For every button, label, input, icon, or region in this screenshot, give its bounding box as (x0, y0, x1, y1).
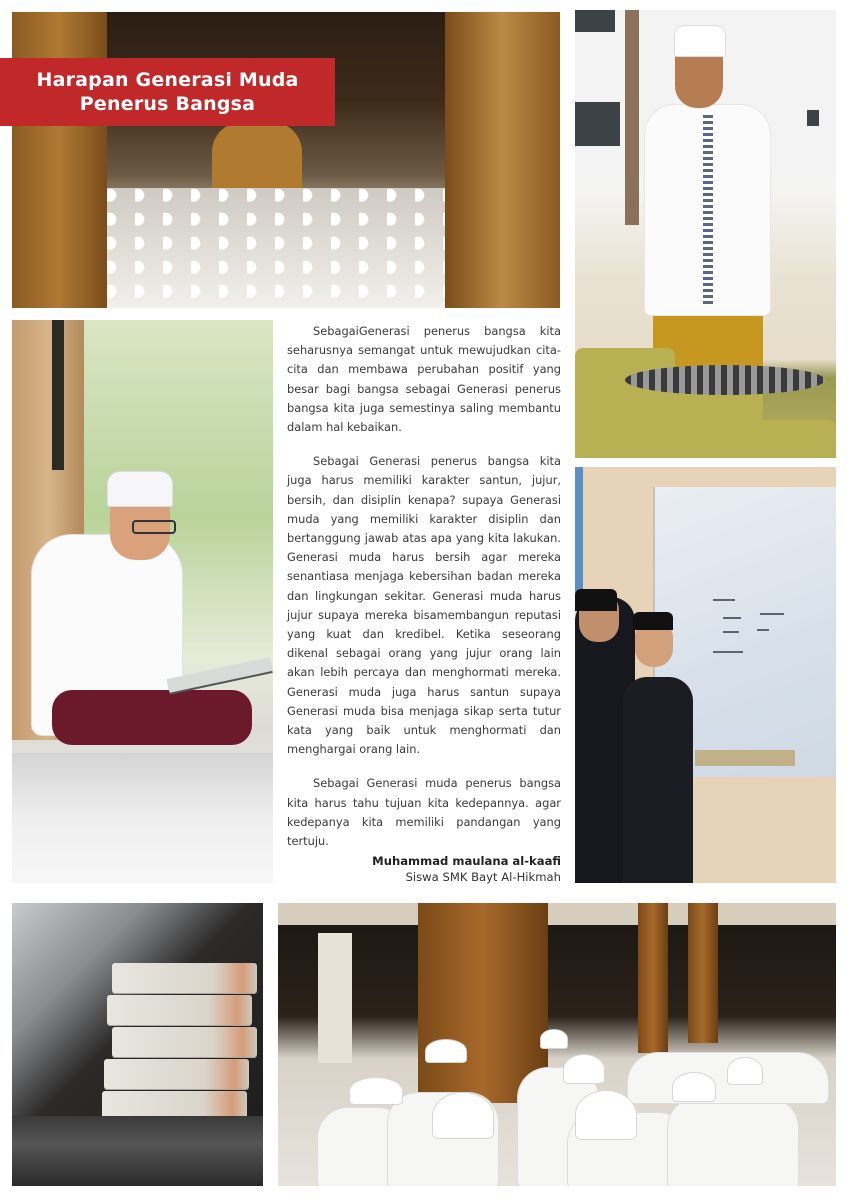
photo-group-study (278, 903, 836, 1186)
cap-shape (426, 1040, 466, 1062)
cap-shape (675, 26, 725, 56)
cap-shape (564, 1055, 604, 1083)
window-shape (575, 10, 615, 32)
cap-shape (673, 1073, 715, 1101)
author-signature (372, 853, 561, 885)
cap-shape (728, 1058, 762, 1084)
article-paragraph: Sebagai Generasi muda penerus bangsa kita harus tahu tujuan kita kedepannya. agar kedepanya kita memiliki pandangan yang tertuju. (287, 776, 561, 849)
author-name: Muhammad maulana al-kaafi (372, 854, 561, 868)
wooden-arch-right (445, 12, 560, 308)
crowd-shape (107, 188, 445, 308)
wooden-column-shape (688, 903, 718, 1043)
writing-shape (713, 599, 735, 601)
student-shape (668, 1098, 798, 1186)
wooden-column-shape (638, 903, 668, 1053)
author-role: Siswa SMK Bayt Al-Hikmah (405, 870, 561, 884)
book-shape (107, 995, 252, 1025)
peci-shape (575, 589, 617, 611)
tree-trunk-shape (625, 10, 639, 225)
cap-shape (350, 1078, 402, 1104)
book-shape (112, 963, 257, 993)
wooden-arch-left (12, 12, 107, 308)
article-body (287, 322, 561, 851)
pillar-shape (318, 933, 352, 1063)
board-tray-shape (695, 750, 795, 766)
writing-shape (713, 651, 743, 653)
writing-shape (723, 617, 741, 619)
writing-shape (757, 629, 769, 631)
photo-boy-with-bins (575, 10, 836, 458)
writing-shape (760, 613, 784, 615)
book-shape (167, 657, 273, 693)
photo-whiteboard-students (575, 467, 836, 883)
cap-shape (576, 1091, 636, 1139)
student-2-shape (623, 677, 693, 883)
window-shape (575, 102, 620, 146)
glasses-shape (132, 520, 176, 534)
cap-shape (541, 1030, 567, 1048)
shirt-shape (645, 105, 770, 315)
bin-shape (623, 385, 763, 458)
ceiling-shape (278, 903, 836, 925)
photo-mosque-congregation (12, 12, 560, 308)
photo-student-reading (12, 320, 273, 883)
book-shape (104, 1059, 249, 1089)
floor-shape (12, 753, 273, 883)
cap-shape (108, 472, 172, 506)
wall-strip-shape (575, 467, 583, 607)
book-shape (112, 1027, 257, 1057)
title-line-1: Harapan Generasi Muda (36, 69, 299, 91)
bin-shape (755, 420, 836, 458)
title-line-2: Penerus Bangsa (79, 93, 256, 115)
peci-shape (633, 612, 673, 630)
article-paragraph: Sebagai Generasi penerus bangsa kita juga harus memiliki karakter santun, jujur, bersih, dan disiplin kenapa? supaya Generasi muda yang memiliki karakter disiplin dan bertanggung jawab atas apa yang kita lakukan. Generasi muda harus bersih agar mereka senantiasa menjaga kebersihan badan mereka dan lingkungan sekitar. Generasi muda harus jujur supaya mereka bisamembangun reputasi yang kuat dan kredibel. Ketika seseorang dikenal sebagai orang yang jujur orang lain akan lebih percaya dan menghormati mereka. Generasi muda juga harus santun supaya Generasi muda bisa menjaga sikap serta tutur kata yang baik untuk menghormati dan menghargai orang lain. (287, 454, 561, 757)
window-shape (807, 110, 819, 126)
shelf-shape (12, 1116, 263, 1186)
wooden-column-shape (418, 903, 548, 1103)
mimbar-shape (212, 122, 302, 192)
sarong-shape (52, 690, 252, 745)
article-paragraph: SebagaiGenerasi penerus bangsa kita seharusnya semangat untuk mewujudkan cita-cita dan membawa perubahan positif yang besar bagi bangsa sebagai Generasi penerus bangsa kita juga semestinya saling membantu dalam hal kebaikan. (287, 324, 561, 435)
photo-books-stack (12, 903, 263, 1186)
writing-shape (723, 631, 739, 633)
cap-shape (433, 1093, 493, 1138)
title-banner (0, 58, 335, 126)
bin-lid-shape (625, 365, 825, 395)
